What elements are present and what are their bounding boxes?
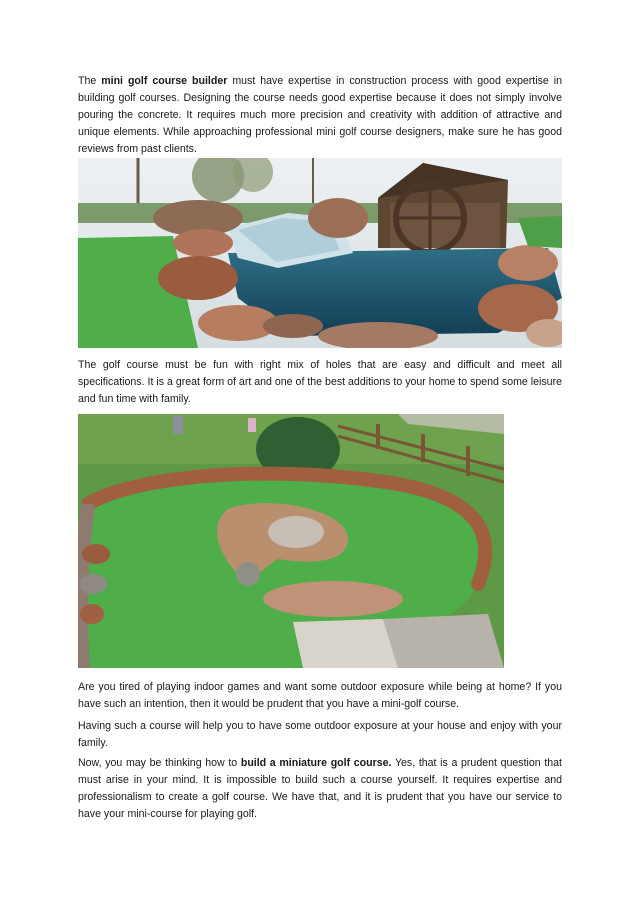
p5-text-start: Now, you may be thinking how to <box>78 757 241 769</box>
p5-text-end: Yes, that is a prudent question that must arise in your mind. It is impossible to build such a course yourself. It requires expertise and professionalism to create a golf course. We have that, and it is prudent that you have our service to have your mini-course for playing golf. <box>78 757 562 820</box>
paragraph-build-course <box>78 755 562 823</box>
paragraph-indoor-games: Are you tired of playing indoor games and want some outdoor exposure while being at home? If you have such an intention, then it would be prudent that you have a mini-golf course. <box>78 681 562 710</box>
waterfall-photo <box>78 158 562 348</box>
paragraph-builder-expertise <box>78 73 562 158</box>
p1-bold-link: mini golf course builder <box>101 75 228 87</box>
paragraph-outdoor-exposure: Having such a course will help you to have some outdoor exposure at your house and enjoy with your family. <box>78 720 562 749</box>
p1-text-end: must have expertise in construction process with good expertise in building golf courses. Designing the course needs good expertise because it does not simply involve pouring the concrete. It requires much more precision and creativity with addition of attractive and unique elements. While approaching professional mini golf course designers, make sure he has good reviews from past clients. <box>78 75 562 155</box>
p1-text-start: The <box>78 75 102 87</box>
green-course-photo <box>78 414 504 668</box>
paragraph-fun-course: The golf course must be fun with right mix of holes that are easy and difficult and meet all specifications. It is a great form of art and one of the best additions to your home to spend some leisure and fun time with family. <box>78 359 562 405</box>
p5-bold-link: build a miniature golf course. <box>240 757 392 769</box>
